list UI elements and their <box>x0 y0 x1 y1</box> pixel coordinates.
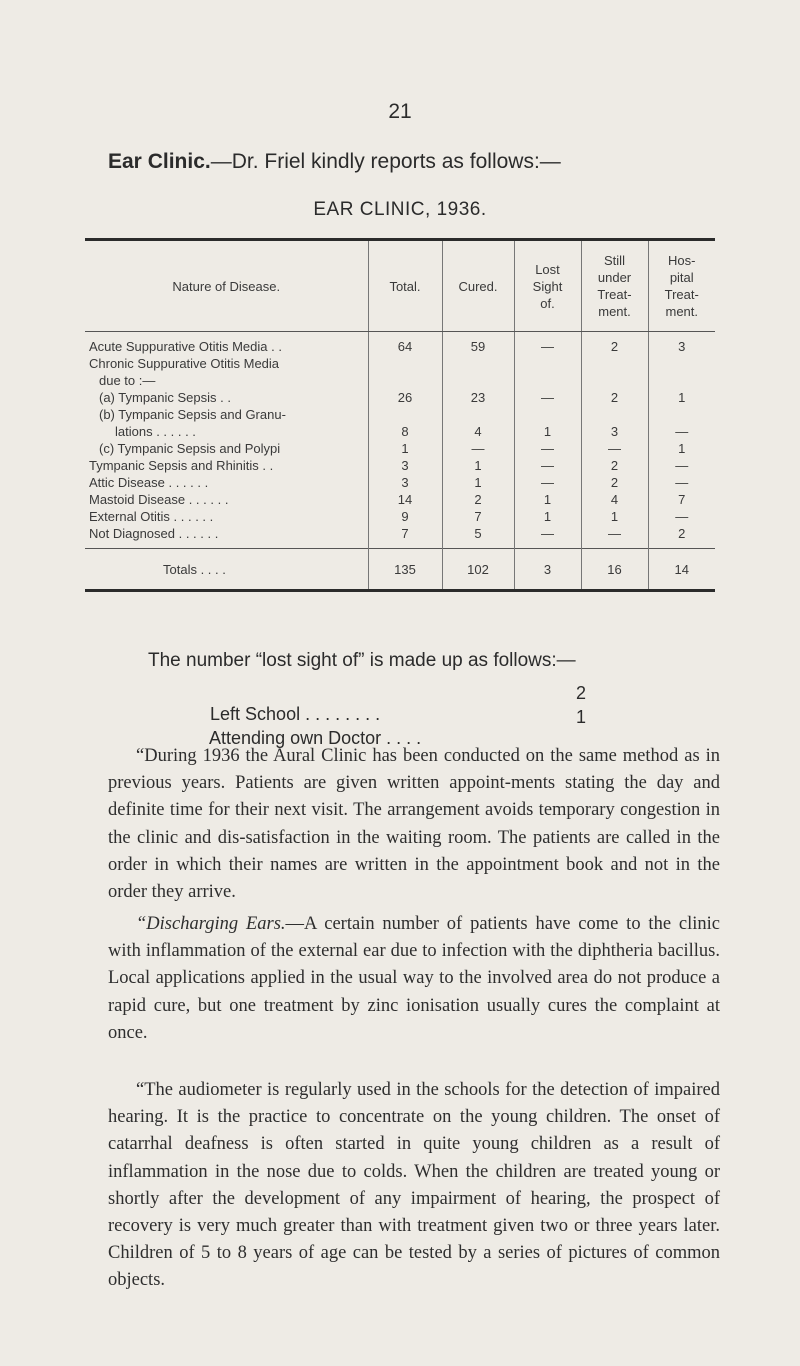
disease-name: (c) Tympanic Sepsis and Polypi <box>99 441 281 456</box>
paragraph-text: —A certain number of patients have come to the clinic with inflammation of the external ear due to infection with the diphtheria bacillus. Local applications applied in the usual way to the involved area do not produce a rapid cure, but one treatment by zinc ionisation usually cures the complaint at once. <box>108 914 720 1043</box>
hospital-cell: 3 <box>648 338 715 355</box>
hospital-cell: 1 <box>648 440 715 457</box>
still-cell: 4 <box>581 491 648 508</box>
table-row <box>85 525 715 542</box>
lost-cell: — <box>514 474 581 491</box>
still-cell: 2 <box>581 389 648 406</box>
total-cell: 3 <box>368 474 442 491</box>
disease-name: Attic Disease . . . . . . <box>89 475 209 490</box>
cured-cell: 102 <box>442 549 514 591</box>
table-row <box>85 491 715 508</box>
disease-name: Tympanic Sepsis and Rhinitis . . <box>89 458 274 473</box>
paragraph <box>108 743 720 906</box>
header-line: Hos- <box>668 253 696 268</box>
header-lost-sight-of <box>514 240 581 332</box>
disease-name: (a) Tympanic Sepsis . . <box>99 390 231 405</box>
header-cured <box>442 240 514 332</box>
total-cell: 135 <box>368 549 442 591</box>
header-line: Cured. <box>458 278 498 294</box>
total-cell <box>368 372 442 389</box>
cured-cell: — <box>442 440 514 457</box>
table-row <box>85 338 715 355</box>
hospital-cell <box>648 372 715 389</box>
lost-cell <box>514 372 581 389</box>
disease-name: External Otitis . . . . . . <box>89 509 214 524</box>
hospital-cell: 14 <box>648 549 715 591</box>
cured-cell: 4 <box>442 423 514 440</box>
paragraph <box>108 911 720 1047</box>
hospital-cell: — <box>648 423 715 440</box>
intro-line <box>108 150 561 174</box>
table-row <box>85 457 715 474</box>
header-line: Treat- <box>597 287 632 302</box>
cured-cell: 2 <box>442 491 514 508</box>
paragraph-text: “During 1936 the Aural Clinic has been conducted on the same method as in previous years. Patients are given written appoint-ments stating the day and definite time for their next visit. The arrangement avoids temporary congestion in the clinic and dis-satisfaction in the waiting room. The patients are called in the order in which their names are written in the appointment book and not in the order they arrive. <box>108 746 720 903</box>
cured-cell: 1 <box>442 457 514 474</box>
page-number: 21 <box>388 100 412 123</box>
total-cell: 9 <box>368 508 442 525</box>
disease-name: Mastoid Disease . . . . . . <box>89 492 229 507</box>
hospital-cell: — <box>648 474 715 491</box>
lost-cell: — <box>514 457 581 474</box>
table-row <box>85 474 715 491</box>
disease-name: Not Diagnosed . . . . . . <box>89 526 219 541</box>
section-heading: Ear Clinic. <box>108 150 211 173</box>
total-cell <box>368 406 442 423</box>
disease-name: (b) Tympanic Sepsis and Granu- <box>99 407 286 422</box>
ear-clinic-table <box>85 238 715 592</box>
table-header-row <box>85 240 715 332</box>
cured-cell: 5 <box>442 525 514 542</box>
paragraph-text: “The audiometer is regularly used in the schools for the detection of impaired hearing. It is the practice to concentrate on the young children. The onset of catarrhal deafness is often started in quite young children as a result of inflammation in the nose due to colds. When the children are treated young or shortly after the development of any impairment of hearing, the prospect of recovery is very much greater than with treatment given two or three years later. Children of 5 to 8 years of age can be tested by a series of pictures of common objects. <box>108 1080 720 1291</box>
total-cell: 7 <box>368 525 442 542</box>
header-line: ment. <box>598 304 631 319</box>
lost-sight-value: 2 <box>576 683 587 703</box>
total-cell: 8 <box>368 423 442 440</box>
lost-cell: — <box>514 525 581 542</box>
header-line: under <box>597 270 632 285</box>
table-row <box>85 406 715 423</box>
paragraph-lead: “Discharging Ears. <box>136 914 286 934</box>
hospital-cell: 7 <box>648 491 715 508</box>
lost-sight-label: Left School . . . . . . . . <box>210 704 381 724</box>
still-cell <box>581 355 648 372</box>
still-cell: 2 <box>581 338 648 355</box>
disease-name: due to :— <box>99 373 156 388</box>
paragraph <box>108 1077 720 1295</box>
hospital-cell: — <box>648 508 715 525</box>
hospital-cell <box>648 406 715 423</box>
hospital-cell: 2 <box>648 525 715 542</box>
lost-cell: 3 <box>514 549 581 591</box>
lost-sight-label: Attending own Doctor . . . . <box>209 728 422 748</box>
header-line: pital <box>669 270 694 285</box>
header-line: Sight <box>532 278 563 294</box>
header-hospital-treatment <box>648 240 715 332</box>
lost-cell: 1 <box>514 508 581 525</box>
header-line: Lost <box>535 261 560 277</box>
cured-cell: 1 <box>442 474 514 491</box>
intro-text: —Dr. Friel kindly reports as follows:— <box>210 150 561 173</box>
still-cell <box>581 372 648 389</box>
hospital-cell <box>648 355 715 372</box>
lost-cell <box>514 355 581 372</box>
lost-cell: — <box>514 338 581 355</box>
total-cell: 1 <box>368 440 442 457</box>
cured-cell <box>442 406 514 423</box>
totals-label: Totals . . . . <box>85 549 368 591</box>
still-cell: — <box>581 525 648 542</box>
table-title: EAR CLINIC, 1936. <box>313 199 487 220</box>
cured-cell: 59 <box>442 338 514 355</box>
header-line: Nature of Disease. <box>172 278 281 294</box>
table-row <box>85 389 715 406</box>
header-line: Total. <box>389 278 421 294</box>
still-cell: 16 <box>581 549 648 591</box>
still-cell: 2 <box>581 474 648 491</box>
still-cell: 3 <box>581 423 648 440</box>
header-line: of. <box>540 295 555 311</box>
table-row <box>85 508 715 525</box>
table-row <box>85 355 715 372</box>
lost-cell: 1 <box>514 491 581 508</box>
header-line: Still <box>604 253 625 268</box>
cured-cell: 23 <box>442 389 514 406</box>
total-cell: 26 <box>368 389 442 406</box>
lost-cell: — <box>514 440 581 457</box>
totals-row <box>85 549 715 591</box>
header-still-under-treatment <box>581 240 648 332</box>
cured-cell <box>442 372 514 389</box>
table-row <box>85 440 715 457</box>
header-line: ment. <box>665 304 698 319</box>
lost-cell: — <box>514 389 581 406</box>
still-cell: 1 <box>581 508 648 525</box>
disease-name: lations . . . . . . <box>115 424 196 439</box>
disease-name: Chronic Suppurative Otitis Media <box>89 356 280 371</box>
lost-cell <box>514 406 581 423</box>
table-row <box>85 423 715 440</box>
lost-cell: 1 <box>514 423 581 440</box>
cured-cell <box>442 355 514 372</box>
header-nature-of-disease <box>85 240 368 332</box>
header-line: Treat- <box>664 287 699 302</box>
total-cell <box>368 355 442 372</box>
cured-cell: 7 <box>442 508 514 525</box>
header-total <box>368 240 442 332</box>
total-cell: 14 <box>368 491 442 508</box>
total-cell: 64 <box>368 338 442 355</box>
still-cell <box>581 406 648 423</box>
hospital-cell: 1 <box>648 389 715 406</box>
total-cell: 3 <box>368 457 442 474</box>
lost-sight-intro: The number “lost sight of” is made up as follows:— <box>148 650 576 671</box>
hospital-cell: — <box>648 457 715 474</box>
table-row <box>85 372 715 389</box>
disease-name: Acute Suppurative Otitis Media . . <box>89 339 282 354</box>
still-cell: 2 <box>581 457 648 474</box>
still-cell: — <box>581 440 648 457</box>
lost-sight-value: 1 <box>576 707 587 727</box>
